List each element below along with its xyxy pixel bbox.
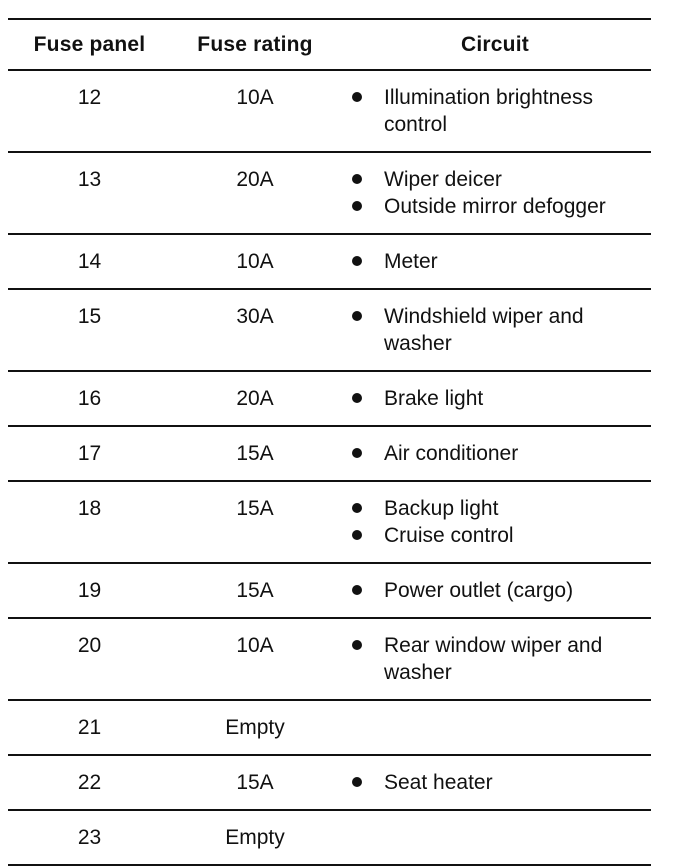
fuse-panel-number: 14	[77, 250, 102, 273]
circuit-cell	[339, 289, 651, 371]
bullet-icon	[352, 640, 362, 650]
circuit-list	[339, 385, 651, 412]
list-item	[339, 522, 651, 549]
circuit-label: Outside mirror defogger	[384, 195, 606, 218]
circuit-list	[339, 769, 651, 796]
fuse-panel-number: 22	[77, 771, 102, 794]
circuit-list	[339, 440, 651, 467]
list-item	[339, 577, 651, 604]
fuse-rating-value: Empty	[225, 826, 285, 849]
circuit-list	[339, 495, 651, 549]
fuse-panel-number: 17	[77, 442, 102, 465]
circuit-list	[339, 84, 651, 138]
circuit-label: Windshield wiper and washer	[384, 305, 584, 355]
fuse-panel-number: 13	[77, 168, 102, 191]
fuse-table-container	[8, 18, 651, 866]
bullet-icon	[352, 311, 362, 321]
table-row	[8, 152, 651, 234]
circuit-label: Cruise control	[384, 524, 514, 547]
header-fuse-rating: Fuse rating	[197, 32, 313, 56]
fuse-panel-number: 16	[77, 387, 102, 410]
circuit-list	[339, 577, 651, 604]
fuse-rating-value: 15A	[236, 771, 274, 794]
circuit-list	[339, 166, 651, 220]
circuit-cell	[339, 618, 651, 700]
bullet-icon	[352, 174, 362, 184]
list-item	[339, 385, 651, 412]
list-item	[339, 303, 651, 357]
circuit-list	[339, 303, 651, 357]
table-row	[8, 700, 651, 755]
circuit-cell	[339, 700, 651, 755]
fuse-rating-value: 10A	[236, 634, 274, 657]
circuit-label: Backup light	[384, 497, 499, 520]
circuit-label: Meter	[384, 250, 438, 273]
table-row	[8, 371, 651, 426]
fuse-panel-number: 20	[77, 634, 102, 657]
table-header	[8, 19, 651, 70]
fuse-rating-value: 15A	[236, 497, 274, 520]
fuse-rating-value: 15A	[236, 442, 274, 465]
table-body	[8, 70, 651, 865]
bullet-icon	[352, 585, 362, 595]
header-row	[8, 19, 651, 70]
table-row	[8, 70, 651, 152]
fuse-rating-value: 30A	[236, 305, 274, 328]
circuit-cell	[339, 755, 651, 810]
circuit-cell	[339, 70, 651, 152]
bullet-icon	[352, 777, 362, 787]
table-row	[8, 289, 651, 371]
list-item	[339, 166, 651, 193]
circuit-cell	[339, 152, 651, 234]
fuse-rating-value: 20A	[236, 168, 274, 191]
fuse-rating-value: 15A	[236, 579, 274, 602]
fuse-panel-number: 21	[77, 716, 102, 739]
fuse-panel-number: 12	[77, 86, 102, 109]
fuse-rating-value: 10A	[236, 250, 274, 273]
bullet-icon	[352, 201, 362, 211]
table-row	[8, 234, 651, 289]
fuse-rating-value: Empty	[225, 716, 285, 739]
fuse-panel-number: 15	[77, 305, 102, 328]
header-fuse-panel: Fuse panel	[33, 32, 146, 56]
circuit-cell	[339, 810, 651, 865]
list-item	[339, 495, 651, 522]
bullet-icon	[352, 448, 362, 458]
table-row	[8, 563, 651, 618]
fuse-panel-number: 18	[77, 497, 102, 520]
list-item	[339, 248, 651, 275]
circuit-label: Power outlet (cargo)	[384, 579, 574, 602]
bullet-icon	[352, 393, 362, 403]
table-row	[8, 810, 651, 865]
table-row	[8, 426, 651, 481]
circuit-label: Wiper deicer	[384, 168, 502, 191]
list-item	[339, 84, 651, 138]
list-item	[339, 769, 651, 796]
list-item	[339, 440, 651, 467]
circuit-cell	[339, 426, 651, 481]
header-circuit: Circuit	[461, 32, 529, 56]
bullet-icon	[352, 503, 362, 513]
table-row	[8, 755, 651, 810]
list-item	[339, 193, 651, 220]
fuse-table	[8, 18, 651, 866]
circuit-list	[339, 632, 651, 686]
circuit-label: Brake light	[384, 387, 484, 410]
list-item	[339, 632, 651, 686]
circuit-cell	[339, 563, 651, 618]
fuse-rating-value: 20A	[236, 387, 274, 410]
circuit-label: Illumination brightness control	[384, 86, 593, 136]
circuit-list	[339, 248, 651, 275]
fuse-panel-number: 23	[77, 826, 102, 849]
circuit-cell	[339, 371, 651, 426]
table-row	[8, 481, 651, 563]
circuit-cell	[339, 481, 651, 563]
circuit-cell	[339, 234, 651, 289]
bullet-icon	[352, 530, 362, 540]
circuit-label: Air conditioner	[384, 442, 519, 465]
bullet-icon	[352, 256, 362, 266]
circuit-label: Rear window wiper and washer	[384, 634, 603, 684]
table-row	[8, 618, 651, 700]
fuse-rating-value: 10A	[236, 86, 274, 109]
bullet-icon	[352, 92, 362, 102]
fuse-panel-number: 19	[77, 579, 102, 602]
circuit-label: Seat heater	[384, 771, 493, 794]
